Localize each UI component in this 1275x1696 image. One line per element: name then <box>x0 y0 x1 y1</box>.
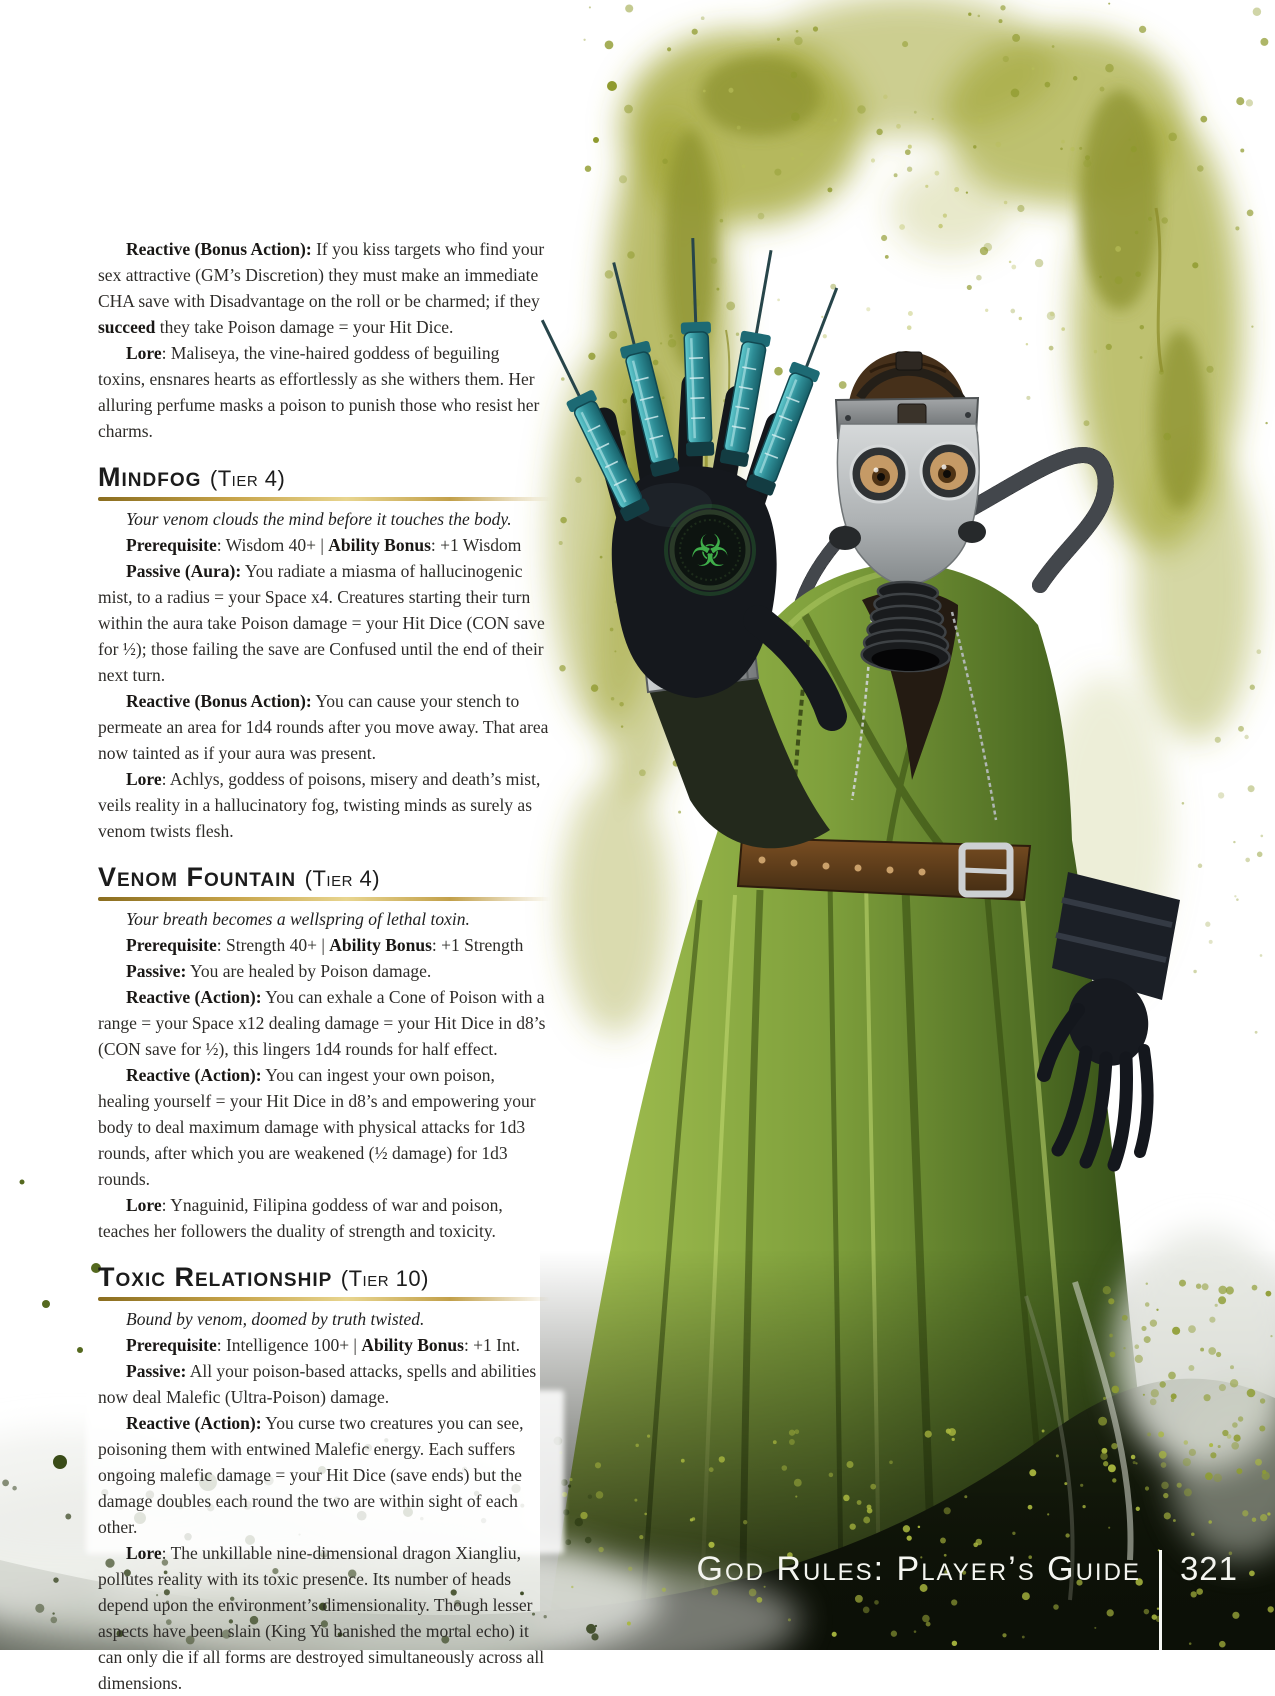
section-mindfog <box>98 462 550 844</box>
biohazard-palm-emblem <box>666 506 754 594</box>
paragraph: Reactive (Action): You curse two creatures you can see, poisoning them with entwined Malefic energy. Each suffers ongoing malefic damage = your Hit Dice (save ends) but the damage doubles each round the two are within sight of each other. <box>98 1413 524 1537</box>
paragraph: Lore: Maliseya, the vine-haired goddess of beguiling toxins, ensnares hearts as effortlessly as she withers them. Her alluring perfume masks a poison to punish those who resist her charms. <box>98 343 540 441</box>
section-paragraphs <box>98 532 550 844</box>
paragraph: Lore: The unkillable nine-dimensional dragon Xiangliu, pollutes reality with its toxic presence. Its number of heads depend upon the environment’s dimensionality. Though lesser aspects have been slain (King Yu banished the mortal echo) it can only die if all forms are destroyed simultaneously across all dimensions. <box>98 1543 545 1693</box>
section-heading <box>98 862 550 894</box>
feat-name: Mindfog <box>98 462 202 492</box>
paragraph: Prerequisite: Strength 40+ | Ability Bonus: +1 Strength <box>126 935 524 955</box>
feat-name: Venom Fountain <box>98 862 297 892</box>
gold-rule <box>98 897 550 901</box>
feat-tier: (Tier 4) <box>304 866 381 891</box>
page-footer <box>0 1550 1238 1650</box>
feat-tier: (Tier 4) <box>209 466 286 491</box>
paragraph: Reactive (Bonus Action): You can cause your stench to permeate an area for 1d4 rounds after you move away. That area now tainted as if your aura was present. <box>98 691 549 763</box>
paragraph: Passive (Aura): You radiate a miasma of hallucinogenic mist, to a radius = your Space x4. Creatures starting their turn within the aura take Poison damage = your Hit Dice (CON save for ½); those failing the save are Confused until the end of their next turn. <box>98 561 545 685</box>
section-venom-fountain <box>98 862 550 1244</box>
gauntlet-hand <box>1044 872 1180 1165</box>
paragraph: Lore: Ynaguinid, Filipina goddess of war and poison, teaches her followers the duality of strength and toxicity. <box>98 1195 503 1241</box>
paragraph: Prerequisite: Wisdom 40+ | Ability Bonus: +1 Wisdom <box>126 535 522 555</box>
flavor-text: Bound by venom, doomed by truth twisted. <box>126 1309 425 1329</box>
svg-text:☣: ☣ <box>690 526 730 577</box>
paragraph: Passive: You are healed by Poison damage. <box>126 961 432 981</box>
paragraph: Lore: Achlys, goddess of poisons, misery and death’s mist, veils reality in a hallucinatory fog, twisting minds as surely as venom twists flesh. <box>98 769 541 841</box>
gold-rule <box>98 1297 550 1301</box>
feat-name: Toxic Relationship <box>98 1262 333 1292</box>
paragraph: Prerequisite: Intelligence 100+ | Ability Bonus: +1 Int. <box>126 1335 520 1355</box>
paragraph: Reactive (Action): You can exhale a Cone of Poison with a range = your Space x12 dealing damage = your Hit Dice in d8’s (CON save for ½), this lingers 1d4 rounds for half effect. <box>98 987 546 1059</box>
book-title: God Rules: Player’s Guide <box>696 1550 1141 1588</box>
side-filter <box>829 526 861 550</box>
section-heading <box>98 1262 550 1294</box>
page-number: 321 <box>1179 1550 1238 1587</box>
footer-divider <box>1159 1550 1162 1650</box>
intro-paragraphs <box>98 236 550 444</box>
section-paragraphs <box>98 932 550 1244</box>
feat-tier: (Tier 10) <box>340 1266 429 1291</box>
paragraph: Reactive (Action): You can ingest your own poison, healing yourself = your Hit Dice in d8’s and empowering your body to deal maximum damage with physical attacks for 1d3 rounds, after which you are weakened (½ damage) for 1d3 rounds. <box>98 1065 536 1189</box>
strap-buckle <box>896 352 922 370</box>
gold-rule <box>98 497 550 501</box>
rules-text-column <box>98 236 550 1696</box>
paragraph: Passive: All your poison-based attacks, spells and abilities now deal Malefic (Ultra-Poison) damage. <box>98 1361 537 1407</box>
paragraph: Reactive (Bonus Action): If you kiss targets who find your sex attractive (GM’s Discretion) they must make an immediate CHA save with Disadvantage on the roll or be charmed; if they succeed they take Poison damage = your Hit Dice. <box>98 239 545 337</box>
flavor-text: Your venom clouds the mind before it touches the body. <box>126 509 512 529</box>
section-heading <box>98 462 550 494</box>
flavor-text: Your breath becomes a wellspring of lethal toxin. <box>126 909 470 929</box>
